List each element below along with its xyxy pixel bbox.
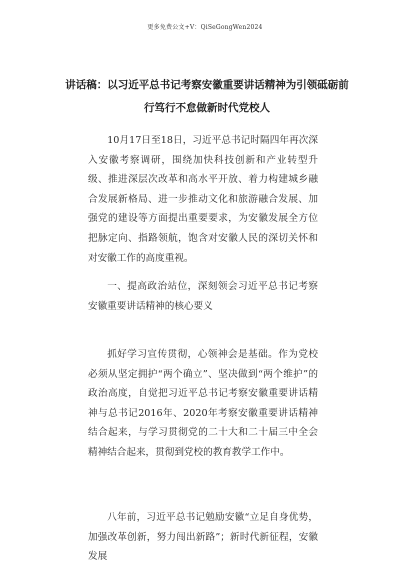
paragraph-continued: 八年前，习近平总书记勉励安徽“立足自身优势，加强改革创新，努力闯出新路”；新时代新征程，安徽发展 bbox=[88, 512, 318, 563]
paragraph-intro: 10月17日至18日，习近平总书记时隔四年再次深入安徽考察调研，围绕加快科技创新和产业转型升级、推进深层次改革和高水平开放、着力构建城乡融合发展新格局、进一步推动文化和旅游融合发展、加强党的建设等方面提出重要要求，为安徽发展全方位把脉定向、指路领航，饱含对安徽人民的深切关怀和对安徽工作的高度重视。 bbox=[88, 135, 318, 264]
document-title: 讲话稿：以习近平总书记考察安徽重要讲话精神为引领砥砺前行笃行不怠做新时代党校人 bbox=[65, 79, 349, 114]
paragraph-section-1: 抓好学习宣传贯彻，心领神会是基础。作为党校必须从坚定拥护“两个确立”、坚决做到“两个维护”的政治高度，自觉把习近平总书记考察安徽重要讲话精神与总书记2016年、2020年考察安徽重要讲话精神结合起来，与学习贯彻党的二十大和二十届三中全会精神结合起来，贯彻到党校的教育教学工作中。 bbox=[88, 349, 318, 458]
section-heading-1: 一、提高政治站位，深刻领会习近平总书记考察安徽重要讲话精神的核心要义 bbox=[88, 281, 318, 312]
watermark-header: 更多免费公文+V：QiSeGongWen2024 bbox=[147, 24, 263, 31]
